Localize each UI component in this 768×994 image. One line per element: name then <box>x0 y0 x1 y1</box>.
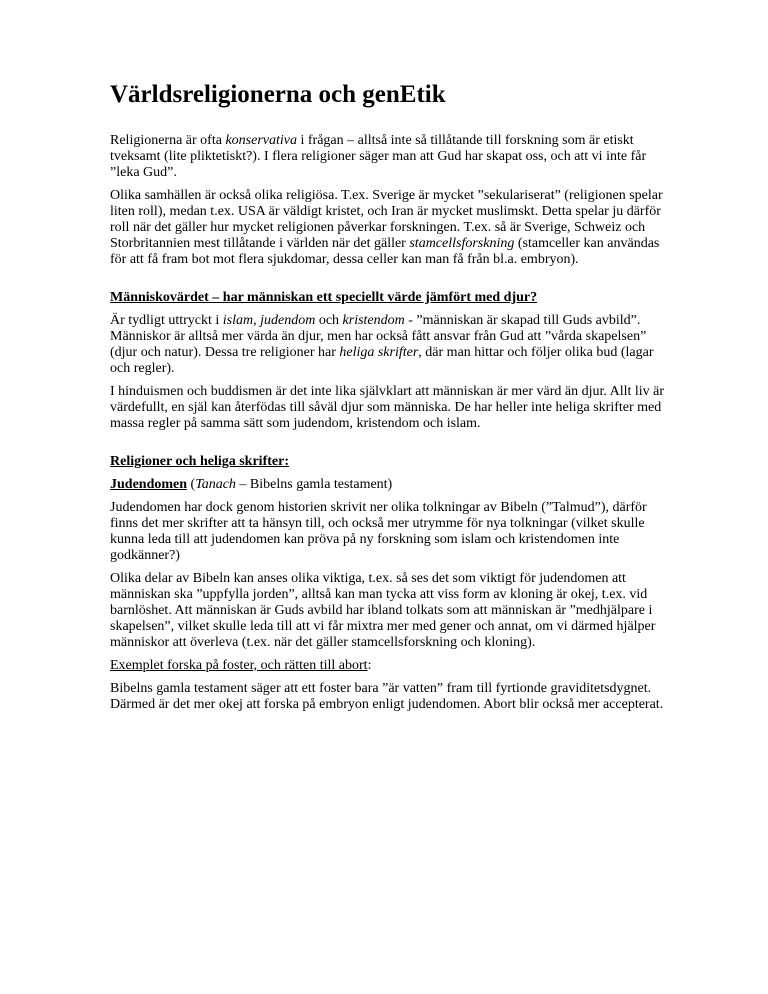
text-span: : <box>367 658 372 673</box>
intro-paragraph-1 <box>110 133 670 181</box>
section2-paragraph-1: Judendomen har dock genom historien skrivit ner olika tolkningar av Bibeln (”Talmud”), därför finns det mer skrifter att ta hänsyn till, och också mer utrymme för nya tolkningar (vilket skulle kunna leda till att judendomen kan pröva på ny forskning som islam och kristendomen inte godkänner?) <box>110 500 647 563</box>
italic-term: kristendom <box>342 313 405 328</box>
italic-term: islam <box>222 313 254 328</box>
text-span: , <box>253 313 261 328</box>
section1-paragraph-1 <box>110 313 670 377</box>
page-title: Världsreligionerna och genEtik <box>110 81 446 108</box>
intro-paragraph-2 <box>110 188 670 268</box>
italic-term: konservativa <box>225 133 297 148</box>
text-span: - ”människan är skapad till Guds avbild”. Människor är alltså mer värda än djur, men har också fått ansvar från Gud att ”vårda skapelsen” (djur och natur). Dessa tre religioner har <box>110 313 647 360</box>
section2-paragraph-2: Olika delar av Bibeln kan anses olika viktiga, t.ex. så ses det som viktigt för judendomen att människan ska ”uppfylla jorden”, alltså kan man tycka att viss form av kloning är okej, t.ex. vid barnlöshet. Att människan är Guds avbild har ibland tolkats som att människan är ”medhjälpare i skapelsen”, vilket skulle leda till att vi får mixtra mer med gener och annat, om vi därmed hjälper människor att överleva (t.ex. när det gäller stamcellsforskning och kloning). <box>110 571 656 650</box>
text-span: Religionerna är ofta <box>110 133 226 148</box>
example-label: Exemplet forska på foster, och rätten till abort <box>110 658 368 673</box>
text-span: Är tydligt uttryckt i <box>110 313 223 328</box>
document-page <box>110 80 670 720</box>
section-heading-human-value: Människovärdet – har människan ett speciellt värde jämfört med djur? <box>110 290 538 305</box>
spacer <box>110 439 670 454</box>
subheading-judaism <box>110 477 670 493</box>
example-heading <box>110 658 670 674</box>
text-span: i frågan – alltså inte så tillåtande till forskning som är etiskt tveksamt (lite pliktetiskt?). I flera religioner säger man att Gud har skapat oss, och att vi inte får ”leka Gud”. <box>110 133 647 180</box>
text-span: – Bibelns gamla testament) <box>235 477 393 492</box>
text-span: ( <box>187 477 196 492</box>
italic-term: heliga skrifter <box>339 345 419 360</box>
italic-term: judendom <box>260 313 316 328</box>
italic-term: Tanach <box>195 477 236 492</box>
italic-term: stamcellsforskning <box>409 236 515 251</box>
section1-paragraph-2: I hinduismen och buddismen är det inte lika självklart att människan är mer värd än djur. Allt liv är värdefullt, en själ kan återfödas till såväl djur som människa. De har heller inte heliga skrifter med massa regler på samma sätt som judendom, kristendom och islam. <box>110 384 665 431</box>
text-span: Olika samhällen är också olika religiösa. T.ex. Sverige är mycket ”sekulariserat” (religionen spelar liten roll), medan t.ex. USA är väldigt kristet, och Iran är mycket muslimskt. Detta spelar ju därför roll när det gäller hur mycket religionen påverkar forskningen. T.ex. så är Sverige, Schweiz och Storbritannien mest tillåtande i världen när det gäller <box>110 188 663 251</box>
text-span: och <box>315 313 343 328</box>
spacer <box>110 275 670 290</box>
judaism-label: Judendomen <box>110 477 188 492</box>
text-span: , där man hittar och följer olika bud (lagar och regler). <box>110 345 654 376</box>
section2-paragraph-3: Bibelns gamla testament säger att ett foster bara ”är vatten” fram till fyrtionde graviditetsdygnet. Därmed är det mer okej att forska på embryon enligt judendomen. Abort blir också mer accepterat. <box>110 681 664 712</box>
section-heading-religions: Religioner och heliga skrifter: <box>110 454 289 469</box>
text-span: (stamceller kan användas för att få fram bot mot flera sjukdomar, dessa celler kan man få från bl.a. embryon). <box>110 236 660 267</box>
